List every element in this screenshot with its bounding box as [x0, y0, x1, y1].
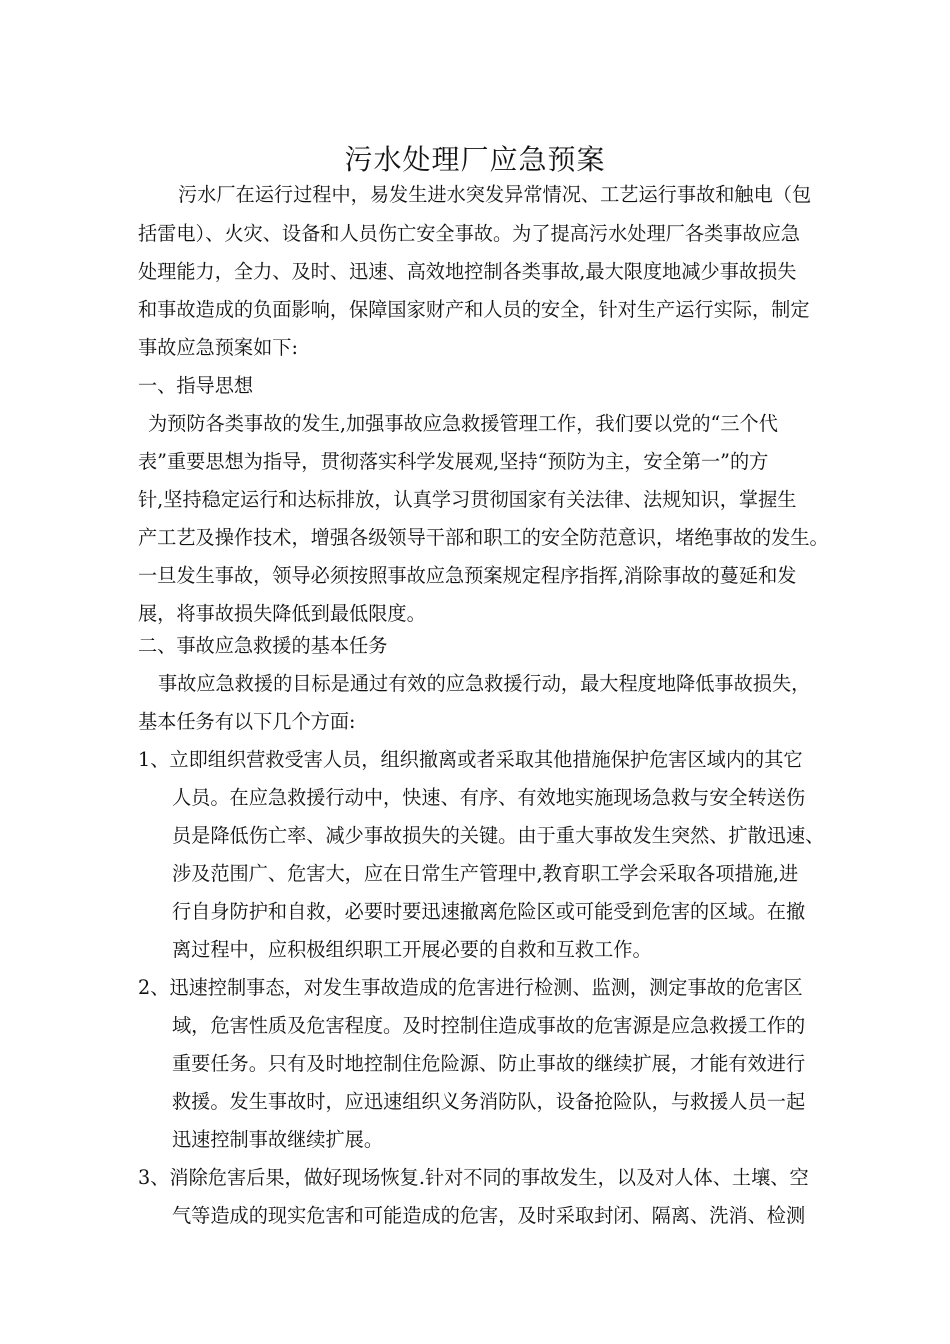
- item1-line-1: 1、立即组织营救受害人员，组织撤离或者采取其他措施保护危害区域内的其它: [138, 748, 803, 771]
- item3-line-1: 3、消除危害后果，做好现场恢复.针对不同的事故发生，以及对人体、土壤、空: [138, 1166, 809, 1189]
- section1-line-6: 展，将事故损失降低到最低限度。: [138, 602, 426, 625]
- page-title: 污水处理厂应急预案: [344, 143, 606, 176]
- intro-line-2: 括雷电）、火灾、设备和人员伤亡安全事故。为了提高污水处理厂各类事故应急: [138, 222, 800, 245]
- item1-line-6: 离过程中，应积极组织职工开展必要的自救和互救工作。: [172, 938, 652, 961]
- item2-line-2: 域，危害性质及危害程度。及时控制住造成事故的危害源是应急救援工作的: [172, 1014, 806, 1037]
- section1-line-1: 为预防各类事故的发生,加强事故应急救援管理工作，我们要以党的“三个代: [148, 412, 778, 435]
- intro-line-4: 和事故造成的负面影响，保障国家财产和人员的安全，针对生产运行实际，制定: [138, 298, 810, 321]
- item2-line-4: 救援。发生事故时，应迅速组织义务消防队，设备抢险队，与救援人员一起: [172, 1090, 806, 1113]
- section1-line-4: 产工艺及操作技术，增强各级领导干部和职工的安全防范意识，堵绝事故的发生。: [138, 526, 829, 549]
- section1-line-3: 针,坚持稳定运行和达标排放，认真学习贯彻国家有关法律、法规知识，掌握生: [138, 488, 797, 511]
- intro-line-1: 污水厂在运行过程中，易发生进水突发异常情况、工艺运行事故和触电（包: [178, 183, 812, 206]
- intro-line-3: 处理能力，全力、及时、迅速、高效地控制各类事故,最大限度地减少事故损失: [138, 260, 797, 283]
- section2-line-2: 基本任务有以下几个方面:: [138, 710, 356, 733]
- section-heading-basic-tasks: 二、事故应急救援的基本任务: [138, 634, 388, 657]
- item1-line-2: 人员。在应急救援行动中，快速、有序、有效地实施现场急救与安全转送伤: [172, 786, 806, 809]
- intro-line-5: 事故应急预案如下:: [138, 336, 298, 359]
- section1-line-5: 一旦发生事故，领导必须按照事故应急预案规定程序指挥,消除事故的蔓延和发: [138, 564, 797, 587]
- item3-line-2: 气等造成的现实危害和可能造成的危害，及时采取封闭、隔离、洗消、检测: [172, 1204, 806, 1227]
- item1-line-5: 行自身防护和自救，必要时要迅速撤离危险区或可能受到危害的区域。在撤: [172, 900, 806, 923]
- item2-line-3: 重要任务。只有及时地控制住危险源、防止事故的继续扩展，才能有效进行: [172, 1052, 806, 1075]
- item1-line-4: 涉及范围广、危害大，应在日常生产管理中,教育职工学会采取各项措施,进: [172, 862, 799, 885]
- section-heading-guiding-principle: 一、指导思想: [138, 374, 254, 397]
- section1-line-2: 表”重要思想为指导，贯彻落实科学发展观,坚持“预防为主，安全第一”的方: [138, 450, 769, 473]
- section2-line-1: 事故应急救援的目标是通过有效的应急救援行动，最大程度地降低事故损失，: [158, 672, 811, 695]
- item2-line-1: 2、迅速控制事态，对发生事故造成的危害进行检测、监测，测定事故的危害区: [138, 976, 803, 999]
- item2-line-5: 迅速控制事故继续扩展。: [172, 1128, 384, 1151]
- item1-line-3: 员是降低伤亡率、减少事故损失的关键。由于重大事故发生突然、扩散迅速、: [172, 824, 825, 847]
